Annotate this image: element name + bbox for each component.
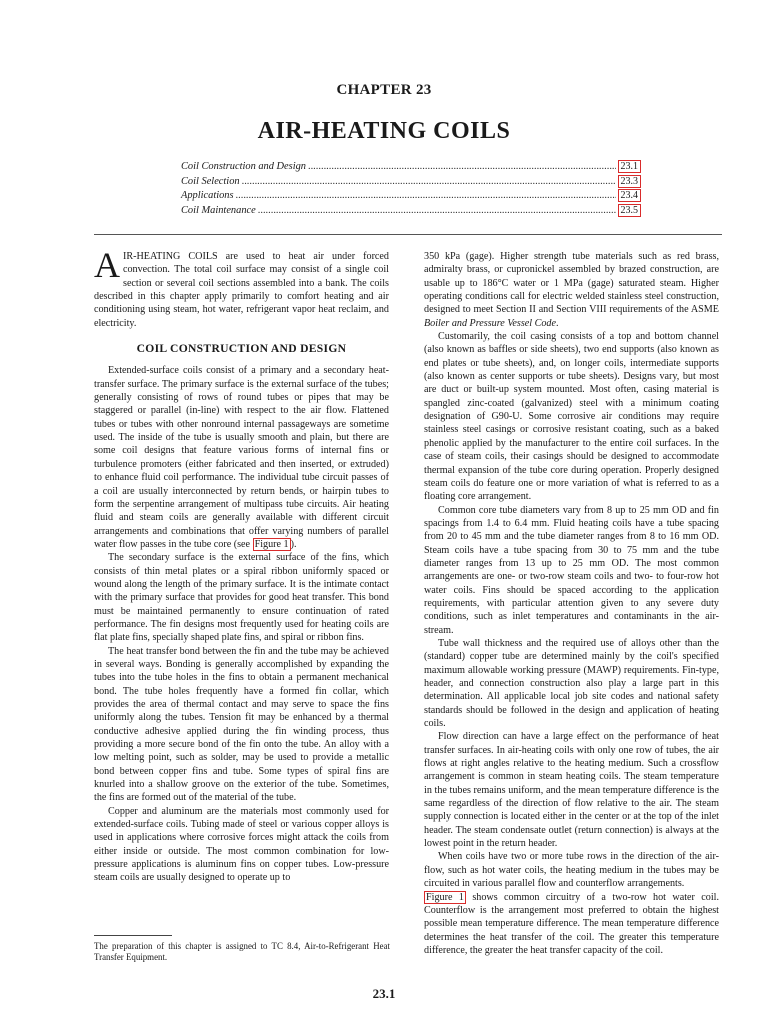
body-paragraph: The heat transfer bond between the fin and the tube may be achieved in several ways. Bonding is generally accomplished by expanding the tubes into the tube holes in the fins to obtain a permanent mechanical bond. The tube holes frequently have a formed fin collar, which provides the area of thermal contact and may serve to space the fins uniformly along the tubes. Tension fit may be enhanced by a thermal conductive adhesive applied during the fin winding process, thus providing a more secure bond of the fin onto the tube. An alloy with a low melting point, such as solder, may be used to provide a metallic bond between copper fins and tube. Some types of spiral fins are knurled into a shallow groove on the exterior of the tube. Sometimes, the fins are formed out of the material of the tube. [94, 645, 389, 804]
intro-paragraph: AIR-HEATING COILS are used to heat air under forced convection. The total coil surface may consist of a single coil section or several coil sections assembled into a bank. The coils described in this chapter apply primarily to comfort heating and air conditioning using steam, hot water, refrigerant vapor heat reclaim, and electricity. [94, 245, 389, 329]
footnote-divider [94, 935, 172, 936]
figure-link[interactable]: Figure 1 [426, 891, 464, 903]
body-paragraph: Extended-surface coils consist of a primary and a secondary heat-transfer surface. The primary surface is the external surface of the tubes; generally consisting of rows of round tubes or pipes that may be staggered or parallel (in-line) with respect to the air flow. Flattened tubes or tubes with other nonround internal passageways are sometime used. The inside of the tube is usually smooth and plain, but there are some coil designs that feature various forms of internal fins or turbulence promoters (either fabricated and then inserted, or extruded) to enhance fluid coil performance. The individual tube circuit passes of a coil are usually interconnected by return bends, or hairpin tubes to form the serpentine arrangement of multipass tube circuits. Air heating fluid and steam coils are generally available with different circuit arrangements and combinations that offer varying numbers of parallel water flow passes in the tube core (see Figure 1 ). [94, 365, 389, 550]
right-column [424, 250, 719, 957]
toc-entry[interactable] [181, 204, 641, 219]
toc-leader [308, 161, 616, 172]
toc-page-link[interactable]: 23.4 [618, 189, 642, 202]
body-paragraph: Customarily, the coil casing consists of a top and bottom channel (also known as baffles or side sheets), two end supports (also known as end plates or tube sheets), and, on longer coils, intermediate supports (also known as center supports or tube sheets). Designs vary, but most are duct or built-up system mounted. Most often, casing material is spangled zinc-coated (galvanized) steel with a minimum coating designation of G90-U. Some corrosive air conditions may require stainless steel casings or corrosive resistant coating, such as a baked phenolic applied by the manufacturer to the entire coil surfaces. In the case of steam coils, their casings should be designed to accommodate thermal expansion of the tube core during operation. Properly designed steam coils do feature one or more variation of what is referred to as a floating core arrangement. [424, 331, 719, 503]
toc-leader [242, 176, 616, 187]
toc-leader [258, 205, 616, 216]
left-column [94, 245, 389, 885]
page-title: AIR-HEATING COILS [257, 118, 511, 144]
body-paragraph: Tube wall thickness and the required use of alloys other than the (standard) copper tube are determined mainly by the coil's specified maximum allowable working pressure (MAWP) requirements. Fin-type, header, and connection construction also play a large part in this determination. All applicable local job site codes and national safety standards should be followed in the design and application of heating coils. [424, 637, 719, 730]
figure-link[interactable]: Figure 1 [254, 538, 289, 550]
chapter-label: CHAPTER 23 [336, 82, 432, 98]
code-title: Boiler and Pressure Vessel Code [424, 317, 556, 329]
toc-entry[interactable] [181, 160, 641, 175]
body-paragraph: Common core tube diameters vary from 8 up to 25 mm OD and fin spacings from 1.4 to 6.4 mm. Fluid heating coils have a tube spacing from 20 to 45 mm and the tube diameter ranges from 8 to 16 mm OD. Steam coils have a tube spacing from 30 to 75 mm and the tube diameter ranges from 13 up to 25 mm OD. The most common arrangements are one- or two-row steam coils and two- to four-row hot water coils. Fins should be spaced according to the application requirements, with particular attention given to any severe duty conditions, such as inlet temperatures and contaminants in the air-stream. [424, 504, 719, 636]
toc-label: Coil Selection [181, 175, 240, 187]
header-divider [94, 234, 722, 235]
body-paragraph: The secondary surface is the external surface of the fins, which consists of thin metal plates or a spiral ribbon uniformly spaced or wound along the length of the primary surface. It is the intimate contact with the primary surface that provides for good heat transfer. This bond must be maintained permanently to ensure continuation of rated performance. The fin designs most frequently used for heating coils are flat plate fins, specially shaped plate fins, and spiral or ribbon fins. [94, 552, 389, 644]
body-paragraph: When coils have two or more tube rows in the direction of the air-flow, such as hot water coils, the heating medium in the tubes may be circuited in various parallel flow and counterflow arrangements. [424, 851, 719, 890]
drop-cap: A [94, 245, 120, 285]
toc-label: Applications [181, 190, 234, 202]
table-of-contents [181, 160, 641, 218]
page-number: 23.1 [372, 986, 396, 1001]
toc-page-link[interactable]: 23.3 [618, 175, 642, 188]
body-paragraph: 350 kPa (gage). Higher strength tube materials such as red brass, admiralty brass, or cupronickel assembled by brazed construction, are usable up to 186°C water or 1 MPa (gage) saturated steam. Higher operating conditions call for electric welded stainless steel construction, designed to meet Section II and Section VIII requirements of the ASME Boiler and Pressure Vessel Code. [424, 251, 719, 329]
body-paragraph: Figure 1 shows common circuitry of a two-row hot water coil. Counterflow is the arrangement most preferred to obtain the highest possible mean temperature difference. The mean temperature difference determines the heat transfer of the coil. The greater this temperature difference, the greater the heat transfer capacity of the coil. [424, 891, 719, 956]
toc-entry[interactable] [181, 175, 641, 190]
footnote: The preparation of this chapter is assigned to TC 8.4, Air-to-Refrigerant Heat Transfer Equipment. [94, 941, 390, 963]
toc-entry[interactable] [181, 189, 641, 204]
toc-label: Coil Maintenance [181, 204, 256, 216]
toc-page-link[interactable]: 23.1 [618, 160, 642, 173]
section-heading: COIL CONSTRUCTION AND DESIGN [136, 342, 347, 356]
toc-page-link[interactable]: 23.5 [618, 204, 642, 217]
body-paragraph: Flow direction can have a large effect on the performance of heat transfer surfaces. In air-heating coils with only one row of tubes, the air flows at right angles relative to the heating medium. Such a crossflow arrangement is common in steam heating coils. The steam temperature in the tubes remains uniform, and the mean temperature difference is the same regardless of the direction of flow relative to the air. The steam supply connection is located either in the center or at the top of the inlet header. The steam condensate outlet (return connection) is always at the lowest point in the return header. [424, 731, 719, 850]
toc-leader [236, 190, 616, 201]
toc-label: Coil Construction and Design [181, 161, 306, 172]
body-paragraph: Copper and aluminum are the materials most commonly used for extended-surface coils. Tubing made of steel or various copper alloys is used in applications where corrosive forces might attack the coils from either inside or outside. The most common combination for low-pressure applications is aluminum fins on copper tubes. Low-pressure steam coils are usually designed to operate up to [94, 805, 389, 884]
